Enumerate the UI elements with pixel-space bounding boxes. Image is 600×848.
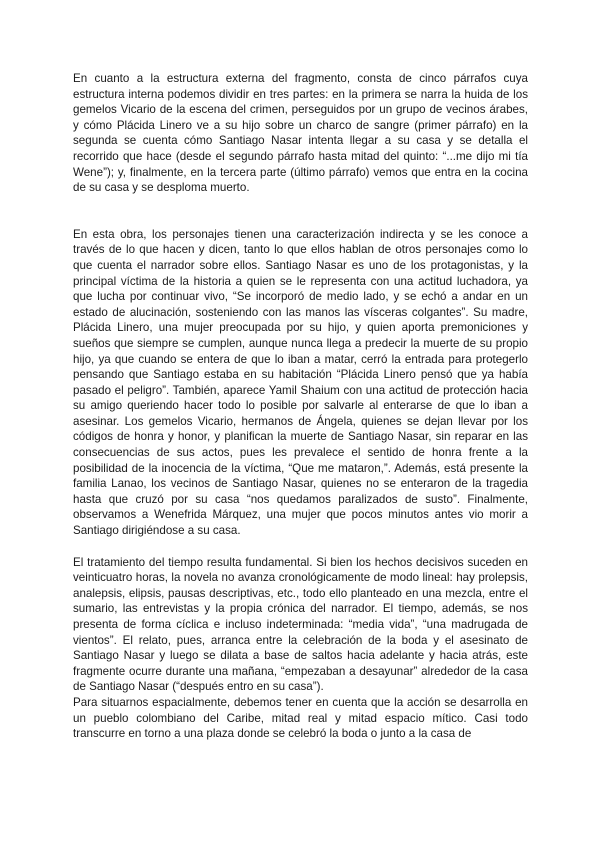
paragraph-time: El tratamiento del tiempo resulta fundamental. Si bien los hechos decisivos suceden en veinticuatro horas, la novela no avanza cronológicamente de modo lineal: hay prolepsis, analepsis, elipsis, pausas descriptivas, etc., todo ello planteado en una mezcla, entre el sumario, las entrevistas y la propia crónica del narrador. El tiempo, además, se nos presenta de forma cíclica e incluso indeterminada: “media vida”, “una madrugada de vientos”. El relato, pues, arranca entre la celebración de la boda y el asesinato de Santiago Nasar y luego se dilata a base de saltos hacia adelante y hacia atrás, este fragmente ocurre durante una mañana, “empezaban a desayunar” alrededor de la casa de Santiago Nasar (“después entro en su casa”). — [73, 555, 528, 694]
paragraph-space: Para situarnos espacialmente, debemos tener en cuenta que la acción se desarrolla en un pueblo colombiano del Caribe, mitad real y mitad espacio mítico. Casi todo transcurre en torno a una plaza donde se celebró la boda o junto a la casa de — [73, 695, 528, 741]
paragraph-characters: En esta obra, los personajes tienen una caracterización indirecta y se les conoce a través de lo que hacen y dicen, tanto lo que ellos hablan de otros personajes como lo que cuenta el narrador sobre ellos. Santiago Nasar es uno de los protagonistas, y la principal víctima de la historia a quien se le representa con una actitud luchadora, ya que lucha por continuar vivo, “Se incorporó de medio lado, y se echó a andar en un estado de alucinación, sosteniendo con las manos las vísceras colgantes”. Su madre, Plácida Linero, una mujer preocupada por su hijo, y quien aporta premoniciones y sueños que siempre se cumplen, aunque nunca llega a predecir la muerte de su propio hijo, ya que cuando se entera de que lo iban a matar, cerró la entrada para protegerlo pensando que Santiago estaba en su habitación “Plácida Linero pensó que ya había pasado el peligro”. También, aparece Yamil Shaium con una actitud de protección hacia su amigo queriendo hacer todo lo posible por salvarle al enterarse de que lo iban a asesinar. Los gemelos Vicario, hermanos de Ángela, quienes se dejan llevar por los códigos de honra y honor, y planifican la muerte de Santiago Nasar, sin reparar en las consecuencias de sus actos, pues les prevalece el sentido de honra frente a la posibilidad de la inocencia de la víctima, “Que me mataron,”. Además, está presente la familia Lanao, los vecinos de Santiago Nasar, quienes no se enteraron de la tragedia hasta que cruzó por su casa “nos quedamos paralizados de susto”. Finalmente, observamos a Wenefrida Márquez, una mujer que pocos minutos antes vio morir a Santiago dirigiéndose a su casa. — [73, 227, 528, 538]
paragraph-structure: En cuanto a la estructura externa del fragmento, consta de cinco párrafos cuya estructura interna podemos dividir en tres partes: en la primera se narra la huida de los gemelos Vicario de la escena del crimen, perseguidos por un grupo de vecinos árabes, y cómo Plácida Linero ve a su hijo sobre un charco de sangre (primer párrafo) en la segunda se cuenta cómo Santiago Nasar intenta llegar a su casa y se detalla el recorrido que hace (desde el segundo párrafo hasta mitad del quinto: “...me dijo mi tía Wene”); y, finalmente, en la tercera parte (último párrafo) vemos que entra en la cocina de su casa y se desploma muerto. — [73, 72, 528, 195]
document-body — [73, 71, 528, 742]
